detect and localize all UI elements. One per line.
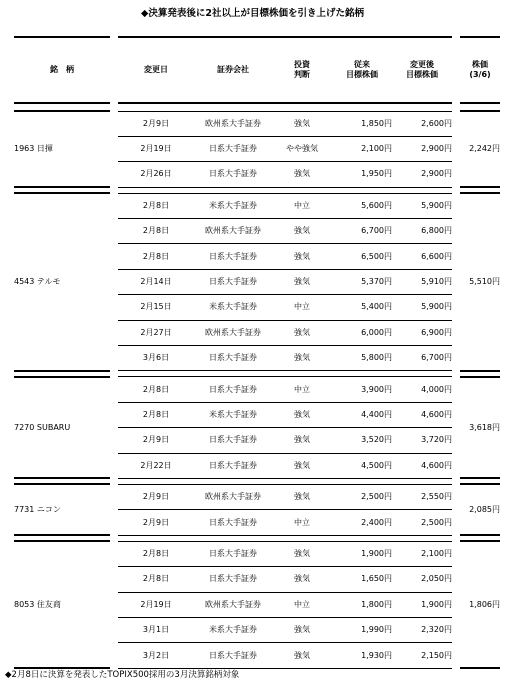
broker-name: 日系大手証券 bbox=[194, 346, 272, 371]
column-gap bbox=[452, 111, 460, 187]
rating: 強気 bbox=[272, 162, 332, 187]
column-gap bbox=[110, 111, 118, 187]
broker-name: 欧州系大手証券 bbox=[194, 320, 272, 345]
stock-price: 3,618円 bbox=[460, 377, 500, 479]
old-target-price: 1,900円 bbox=[332, 541, 392, 566]
column-gap bbox=[452, 541, 460, 668]
change-date: 2月14日 bbox=[118, 269, 194, 294]
rating: 強気 bbox=[272, 111, 332, 136]
change-date: 3月6日 bbox=[118, 346, 194, 371]
table-row bbox=[14, 111, 500, 136]
old-target-price: 1,650円 bbox=[332, 567, 392, 592]
rating: 強気 bbox=[272, 428, 332, 453]
rating: やや強気 bbox=[272, 136, 332, 161]
old-target-price: 2,400円 bbox=[332, 510, 392, 535]
old-target-price: 6,700円 bbox=[332, 219, 392, 244]
change-date: 2月9日 bbox=[118, 484, 194, 509]
table-row bbox=[14, 377, 500, 402]
header-gap-2 bbox=[452, 37, 460, 103]
broker-name: 日系大手証券 bbox=[194, 541, 272, 566]
old-target-price: 6,000円 bbox=[332, 320, 392, 345]
stock-name: 8053 住友商 bbox=[14, 541, 110, 668]
change-date: 3月2日 bbox=[118, 643, 194, 668]
new-target-price: 2,600円 bbox=[392, 111, 452, 136]
broker-name: 日系大手証券 bbox=[194, 428, 272, 453]
broker-name: 日系大手証券 bbox=[194, 269, 272, 294]
header-judgement-line2: 判断 bbox=[294, 70, 310, 79]
broker-name: 日系大手証券 bbox=[194, 510, 272, 535]
change-date: 2月27日 bbox=[118, 320, 194, 345]
old-target-price: 2,500円 bbox=[332, 484, 392, 509]
stock-price: 2,242円 bbox=[460, 111, 500, 187]
column-gap bbox=[110, 377, 118, 479]
header-broker: 証券会社 bbox=[194, 37, 272, 103]
stock-name: 1963 日揮 bbox=[14, 111, 110, 187]
new-target-price: 5,900円 bbox=[392, 295, 452, 320]
old-target-price: 4,500円 bbox=[332, 453, 392, 478]
broker-name: 欧州系大手証券 bbox=[194, 219, 272, 244]
stock-price: 5,510円 bbox=[460, 193, 500, 371]
new-target-price: 2,320円 bbox=[392, 617, 452, 642]
table-row bbox=[14, 193, 500, 218]
column-gap bbox=[110, 484, 118, 535]
table-row bbox=[14, 484, 500, 509]
rating: 強気 bbox=[272, 484, 332, 509]
change-date: 2月22日 bbox=[118, 453, 194, 478]
rating: 中立 bbox=[272, 510, 332, 535]
change-date: 2月26日 bbox=[118, 162, 194, 187]
change-date: 2月19日 bbox=[118, 592, 194, 617]
target-price-table bbox=[14, 36, 500, 669]
old-target-price: 6,500円 bbox=[332, 244, 392, 269]
broker-name: 日系大手証券 bbox=[194, 377, 272, 402]
change-date: 2月8日 bbox=[118, 541, 194, 566]
rating: 中立 bbox=[272, 193, 332, 218]
broker-name: 日系大手証券 bbox=[194, 567, 272, 592]
new-target-price: 4,600円 bbox=[392, 453, 452, 478]
new-target-price: 5,900円 bbox=[392, 193, 452, 218]
new-target-price: 3,720円 bbox=[392, 428, 452, 453]
old-target-price: 2,100円 bbox=[332, 136, 392, 161]
change-date: 2月8日 bbox=[118, 377, 194, 402]
broker-name: 米系大手証券 bbox=[194, 402, 272, 427]
header-stock: 銘 柄 bbox=[14, 37, 110, 103]
change-date: 2月8日 bbox=[118, 567, 194, 592]
old-target-price: 1,930円 bbox=[332, 643, 392, 668]
change-date: 2月15日 bbox=[118, 295, 194, 320]
header-gap bbox=[110, 37, 118, 103]
new-target-price: 2,150円 bbox=[392, 643, 452, 668]
stock-price: 2,085円 bbox=[460, 484, 500, 535]
old-target-price: 5,600円 bbox=[332, 193, 392, 218]
rating: 強気 bbox=[272, 567, 332, 592]
broker-name: 欧州系大手証券 bbox=[194, 111, 272, 136]
change-date: 2月8日 bbox=[118, 244, 194, 269]
new-target-price: 1,900円 bbox=[392, 592, 452, 617]
rating: 強気 bbox=[272, 219, 332, 244]
rating: 中立 bbox=[272, 592, 332, 617]
column-gap bbox=[110, 541, 118, 668]
new-target-price: 2,100円 bbox=[392, 541, 452, 566]
rating: 強気 bbox=[272, 402, 332, 427]
change-date: 2月9日 bbox=[118, 428, 194, 453]
new-target-price: 2,050円 bbox=[392, 567, 452, 592]
new-target-price: 2,900円 bbox=[392, 162, 452, 187]
rating: 強気 bbox=[272, 320, 332, 345]
header-price bbox=[460, 37, 500, 103]
broker-name: 米系大手証券 bbox=[194, 617, 272, 642]
new-target-price: 2,550円 bbox=[392, 484, 452, 509]
broker-name: 日系大手証券 bbox=[194, 453, 272, 478]
table-header-row bbox=[14, 37, 500, 103]
header-price-line2: (3/6) bbox=[469, 70, 491, 79]
broker-name: 日系大手証券 bbox=[194, 136, 272, 161]
new-target-price: 6,700円 bbox=[392, 346, 452, 371]
stock-name: 4543 テルモ bbox=[14, 193, 110, 371]
column-gap bbox=[452, 484, 460, 535]
broker-name: 日系大手証券 bbox=[194, 244, 272, 269]
stock-name: 7270 SUBARU bbox=[14, 377, 110, 479]
header-date: 変更日 bbox=[118, 37, 194, 103]
new-target-price: 5,910円 bbox=[392, 269, 452, 294]
old-target-price: 3,520円 bbox=[332, 428, 392, 453]
new-target-price: 4,600円 bbox=[392, 402, 452, 427]
change-date: 3月1日 bbox=[118, 617, 194, 642]
rating: 強気 bbox=[272, 643, 332, 668]
header-judgement-line1: 投資 bbox=[294, 60, 310, 69]
broker-name: 欧州系大手証券 bbox=[194, 484, 272, 509]
old-target-price: 5,370円 bbox=[332, 269, 392, 294]
page-title: ◆決算発表後に2社以上が目標株価を引き上げた銘柄 bbox=[141, 8, 364, 19]
new-target-price: 2,500円 bbox=[392, 510, 452, 535]
change-date: 2月8日 bbox=[118, 193, 194, 218]
rating: 強気 bbox=[272, 244, 332, 269]
old-target-price: 1,950円 bbox=[332, 162, 392, 187]
broker-name: 日系大手証券 bbox=[194, 643, 272, 668]
column-gap bbox=[452, 377, 460, 479]
new-target-price: 6,900円 bbox=[392, 320, 452, 345]
table-body bbox=[14, 111, 500, 668]
old-target-price: 3,900円 bbox=[332, 377, 392, 402]
broker-name: 欧州系大手証券 bbox=[194, 592, 272, 617]
header-old-line1: 従来 bbox=[354, 60, 370, 69]
new-target-price: 6,600円 bbox=[392, 244, 452, 269]
header-new-line1: 変更後 bbox=[410, 60, 434, 69]
change-date: 2月9日 bbox=[118, 510, 194, 535]
stock-price: 1,806円 bbox=[460, 541, 500, 668]
new-target-price: 4,000円 bbox=[392, 377, 452, 402]
old-target-price: 5,800円 bbox=[332, 346, 392, 371]
column-gap bbox=[452, 193, 460, 371]
rating: 強気 bbox=[272, 541, 332, 566]
rating: 中立 bbox=[272, 295, 332, 320]
old-target-price: 4,400円 bbox=[332, 402, 392, 427]
change-date: 2月8日 bbox=[118, 219, 194, 244]
header-old-target bbox=[332, 37, 392, 103]
header-new-line2: 目標株価 bbox=[406, 70, 438, 79]
old-target-price: 1,850円 bbox=[332, 111, 392, 136]
rating: 強気 bbox=[272, 269, 332, 294]
column-gap bbox=[110, 193, 118, 371]
old-target-price: 1,990円 bbox=[332, 617, 392, 642]
header-judgement bbox=[272, 37, 332, 103]
rating: 強気 bbox=[272, 346, 332, 371]
new-target-price: 6,800円 bbox=[392, 219, 452, 244]
broker-name: 日系大手証券 bbox=[194, 162, 272, 187]
header-new-target bbox=[392, 37, 452, 103]
rating: 中立 bbox=[272, 377, 332, 402]
broker-name: 米系大手証券 bbox=[194, 295, 272, 320]
table-row bbox=[14, 541, 500, 566]
change-date: 2月19日 bbox=[118, 136, 194, 161]
change-date: 2月8日 bbox=[118, 402, 194, 427]
stock-name: 7731 ニコン bbox=[14, 484, 110, 535]
change-date: 2月9日 bbox=[118, 111, 194, 136]
header-old-line2: 目標株価 bbox=[346, 70, 378, 79]
footnote: ◆2月8日に決算を発表したTOPIX500採用の3月決算銘柄対象 bbox=[5, 670, 240, 680]
old-target-price: 1,800円 bbox=[332, 592, 392, 617]
rating: 強気 bbox=[272, 617, 332, 642]
new-target-price: 2,900円 bbox=[392, 136, 452, 161]
old-target-price: 5,400円 bbox=[332, 295, 392, 320]
rating: 強気 bbox=[272, 453, 332, 478]
broker-name: 米系大手証券 bbox=[194, 193, 272, 218]
header-price-line1: 株価 bbox=[472, 60, 488, 69]
